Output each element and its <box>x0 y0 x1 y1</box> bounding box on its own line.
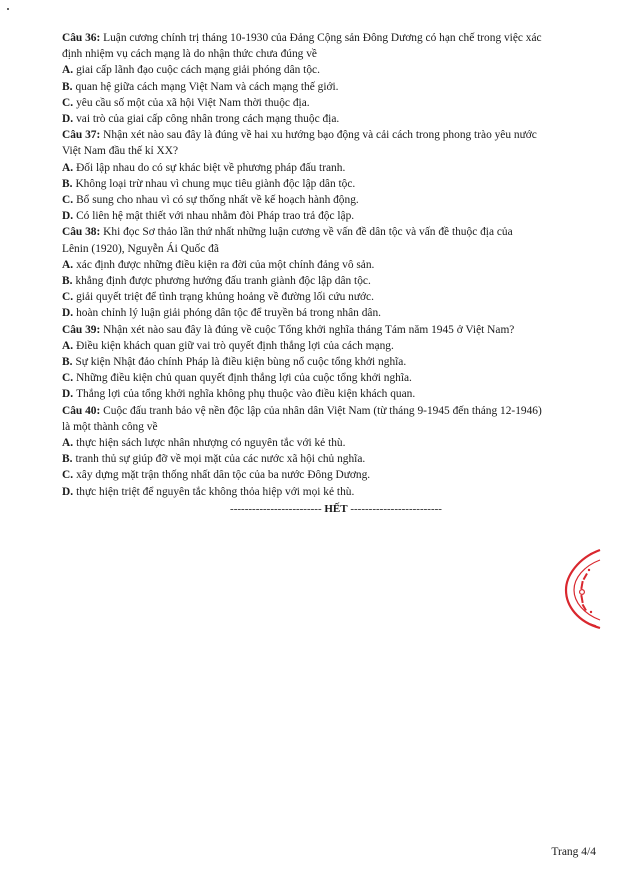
question-40-label: Câu 40: <box>62 404 101 417</box>
question-39-stem <box>62 322 610 338</box>
option-text: Những điều kiện chủ quan quyết định thắng lợi của cuộc tổng khởi nghĩa. <box>76 372 412 385</box>
question-38-option-c <box>62 289 610 305</box>
question-36-option-d <box>62 111 610 127</box>
option-letter: D. <box>62 388 74 401</box>
scan-speck <box>7 8 9 10</box>
option-letter: A. <box>62 437 74 450</box>
question-39-option-d <box>62 386 610 402</box>
stamp-lettering <box>580 569 593 613</box>
question-36 <box>62 30 610 127</box>
option-text: Bổ sung cho nhau vì có sự thống nhất về kế hoạch hành động. <box>76 194 359 207</box>
option-letter: A. <box>62 258 74 271</box>
question-40-option-b <box>62 451 610 467</box>
question-36-text-1: Luận cương chính trị tháng 10-1930 của Đảng Cộng sản Đông Dương có hạn chế trong việc xác <box>103 32 542 44</box>
question-40-option-c <box>62 467 610 483</box>
question-38-option-d <box>62 305 610 321</box>
question-39 <box>62 322 610 403</box>
option-text: quan hệ giữa cách mạng Việt Nam và cách mạng thế giới. <box>75 80 339 93</box>
end-marker <box>62 501 610 517</box>
question-37 <box>62 127 610 224</box>
option-letter: B. <box>62 177 73 190</box>
option-text: xác định được những điều kiện ra đời của một chính đảng vô sản. <box>76 258 375 271</box>
option-letter: A. <box>62 64 74 77</box>
option-text: khẳng định được phương hướng đấu tranh giành độc lập dân tộc. <box>75 275 371 288</box>
option-text: Thắng lợi của tổng khởi nghĩa không phụ thuộc vào điều kiện khách quan. <box>76 388 416 401</box>
option-letter: C. <box>62 194 74 207</box>
question-40-stem <box>62 403 610 419</box>
question-40 <box>62 403 610 500</box>
option-letter: C. <box>62 291 74 304</box>
question-37-option-c <box>62 192 610 208</box>
question-39-option-c <box>62 370 610 386</box>
question-37-option-b <box>62 176 610 192</box>
option-letter: B. <box>62 453 73 466</box>
option-text: Sự kiện Nhật đảo chính Pháp là điều kiện bùng nổ cuộc tổng khởi nghĩa. <box>75 356 407 369</box>
option-text: Điều kiện khách quan giữ vai trò quyết định thắng lợi của cách mạng. <box>76 339 394 352</box>
option-letter: B. <box>62 356 73 369</box>
page-number: Trang 4/4 <box>551 846 596 858</box>
option-letter: B. <box>62 80 73 93</box>
question-37-option-d <box>62 208 610 224</box>
option-text: Đối lập nhau do có sự khác biệt về phương pháp đấu tranh. <box>76 161 346 174</box>
question-39-text-1: Nhận xét nào sau đây là đúng về cuộc Tổng khởi nghĩa tháng Tám năm 1945 ở Việt Nam? <box>103 323 515 336</box>
question-38-text-2: Lênin (1920), Nguyễn Ái Quốc đã <box>62 242 219 255</box>
option-text: thực hiện sách lược nhân nhượng có nguyên tắc với kẻ thù. <box>76 437 346 450</box>
question-37-stem <box>62 127 610 143</box>
question-37-option-a <box>62 160 610 176</box>
question-36-option-a <box>62 62 610 78</box>
question-36-stem <box>62 30 610 46</box>
question-38 <box>62 224 610 321</box>
option-text: giải quyết triệt để tình trạng khủng hoảng về đường lối cứu nước. <box>76 291 374 304</box>
question-36-option-c <box>62 95 610 111</box>
question-36-option-b <box>62 79 610 95</box>
question-38-option-b <box>62 273 610 289</box>
question-38-label: Câu 38: <box>62 226 101 239</box>
option-letter: D. <box>62 485 74 498</box>
question-39-option-b <box>62 354 610 370</box>
option-text: Có liên hệ mật thiết với nhau nhằm đòi Pháp trao trả độc lập. <box>76 210 355 223</box>
question-40-option-a <box>62 435 610 451</box>
option-text: xây dựng mặt trận thống nhất dân tộc của ba nước Đông Dương. <box>76 469 371 482</box>
option-letter: C. <box>62 469 74 482</box>
option-letter: D. <box>62 210 74 223</box>
question-38-option-a <box>62 257 610 273</box>
question-39-label: Câu 39: <box>62 323 101 336</box>
question-40-option-d <box>62 484 610 500</box>
question-36-text-2: định nhiệm vụ cách mạng là do nhận thức chưa đúng về <box>62 48 317 61</box>
end-dashes-right: ------------------------- <box>350 502 442 515</box>
official-stamp <box>560 548 606 630</box>
stamp-inner-arc <box>574 560 600 620</box>
option-text: Không loại trừ nhau vì chung mục tiêu giành độc lập dân tộc. <box>75 177 356 190</box>
option-letter: C. <box>62 372 74 385</box>
option-text: yêu cầu số một của xã hội Việt Nam thời thuộc địa. <box>76 96 310 109</box>
option-letter: A. <box>62 161 74 174</box>
question-list <box>62 30 610 517</box>
option-letter: D. <box>62 113 74 126</box>
question-38-text-1: Khi đọc Sơ thảo lần thứ nhất những luận cương về vấn đề dân tộc và vấn đề thuộc địa của <box>103 226 513 239</box>
question-37-text-1: Nhận xét nào sau đây là đúng về hai xu hướng bạo động và cải cách trong phong trào yêu nước <box>103 129 537 142</box>
option-text: vai trò của giai cấp công nhân trong cách mạng thuộc địa. <box>76 113 340 126</box>
question-39-option-a <box>62 338 610 354</box>
question-40-text-2: là một thành công về <box>62 420 158 433</box>
option-letter: D. <box>62 307 74 320</box>
question-40-text-1: Cuộc đấu tranh bảo vệ nền độc lập của nhân dân Việt Nam (từ tháng 9-1945 đến tháng 12-1946) <box>103 404 542 417</box>
option-text: thực hiện triệt để nguyên tắc không thỏa hiệp với mọi kẻ thù. <box>76 485 355 498</box>
end-dashes-left: ------------------------- <box>230 502 322 515</box>
question-36-label: Câu 36: <box>62 32 101 44</box>
question-37-label: Câu 37: <box>62 129 101 142</box>
end-word: HẾT <box>324 502 348 515</box>
option-letter: C. <box>62 96 74 109</box>
option-text: giai cấp lãnh đạo cuộc cách mạng giải phóng dân tộc. <box>76 64 320 77</box>
option-letter: A. <box>62 339 74 352</box>
question-38-stem <box>62 224 610 240</box>
question-37-text-2: Việt Nam đầu thế kỉ XX? <box>62 145 179 158</box>
option-letter: B. <box>62 275 73 288</box>
option-text: tranh thủ sự giúp đỡ về mọi mặt của các nước xã hội chủ nghĩa. <box>75 453 366 466</box>
option-text: hoàn chỉnh lý luận giải phóng dân tộc để truyền bá trong nhân dân. <box>76 307 382 320</box>
